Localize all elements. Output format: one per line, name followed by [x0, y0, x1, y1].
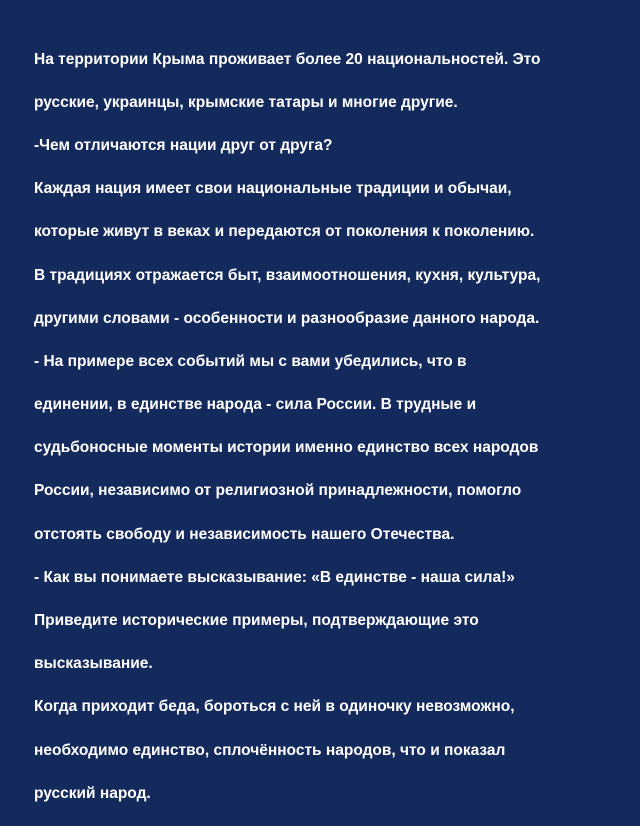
text-line: судьбоносные моменты истории именно единство всех народов: [34, 439, 539, 457]
text-line: Каждая нация имеет свои национальные традиции и обычаи,: [34, 180, 512, 198]
text-line: которые живут в веках и передаются от поколения к поколению.: [34, 223, 535, 241]
text-line: На территории Крыма проживает более 20 национальностей. Это: [34, 50, 541, 68]
text-line: единении, в единстве народа - сила России. В трудные и: [34, 396, 477, 414]
text-line: другими словами - особенности и разнообразие данного народа.: [34, 309, 540, 327]
text-line: высказывание.: [34, 655, 153, 673]
slide-text-body: [34, 27, 624, 826]
text-line: необходимо единство, сплочённость народов, что и показал: [34, 741, 506, 759]
text-line: Когда приходит беда, бороться с ней в одиночку невозможно,: [34, 698, 515, 716]
text-line: России, независимо от религиозной принадлежности, помогло: [34, 482, 522, 500]
text-line: В традициях отражается быт, взаимоотношения, кухня, культура,: [34, 266, 541, 284]
text-line: отстоять свободу и независимость нашего Отечества.: [34, 525, 455, 543]
text-line: -Чем отличаются нации друг от друга?: [34, 136, 333, 154]
text-line: русский народ.: [34, 784, 151, 802]
text-line: русские, украинцы, крымские татары и многие другие.: [34, 93, 458, 111]
text-line: - Как вы понимаете высказывание: «В единстве - наша сила!»: [34, 568, 515, 586]
text-line: - На примере всех событий мы с вами убедились, что в: [34, 352, 467, 370]
text-line: Приведите исторические примеры, подтверждающие это: [34, 612, 479, 630]
